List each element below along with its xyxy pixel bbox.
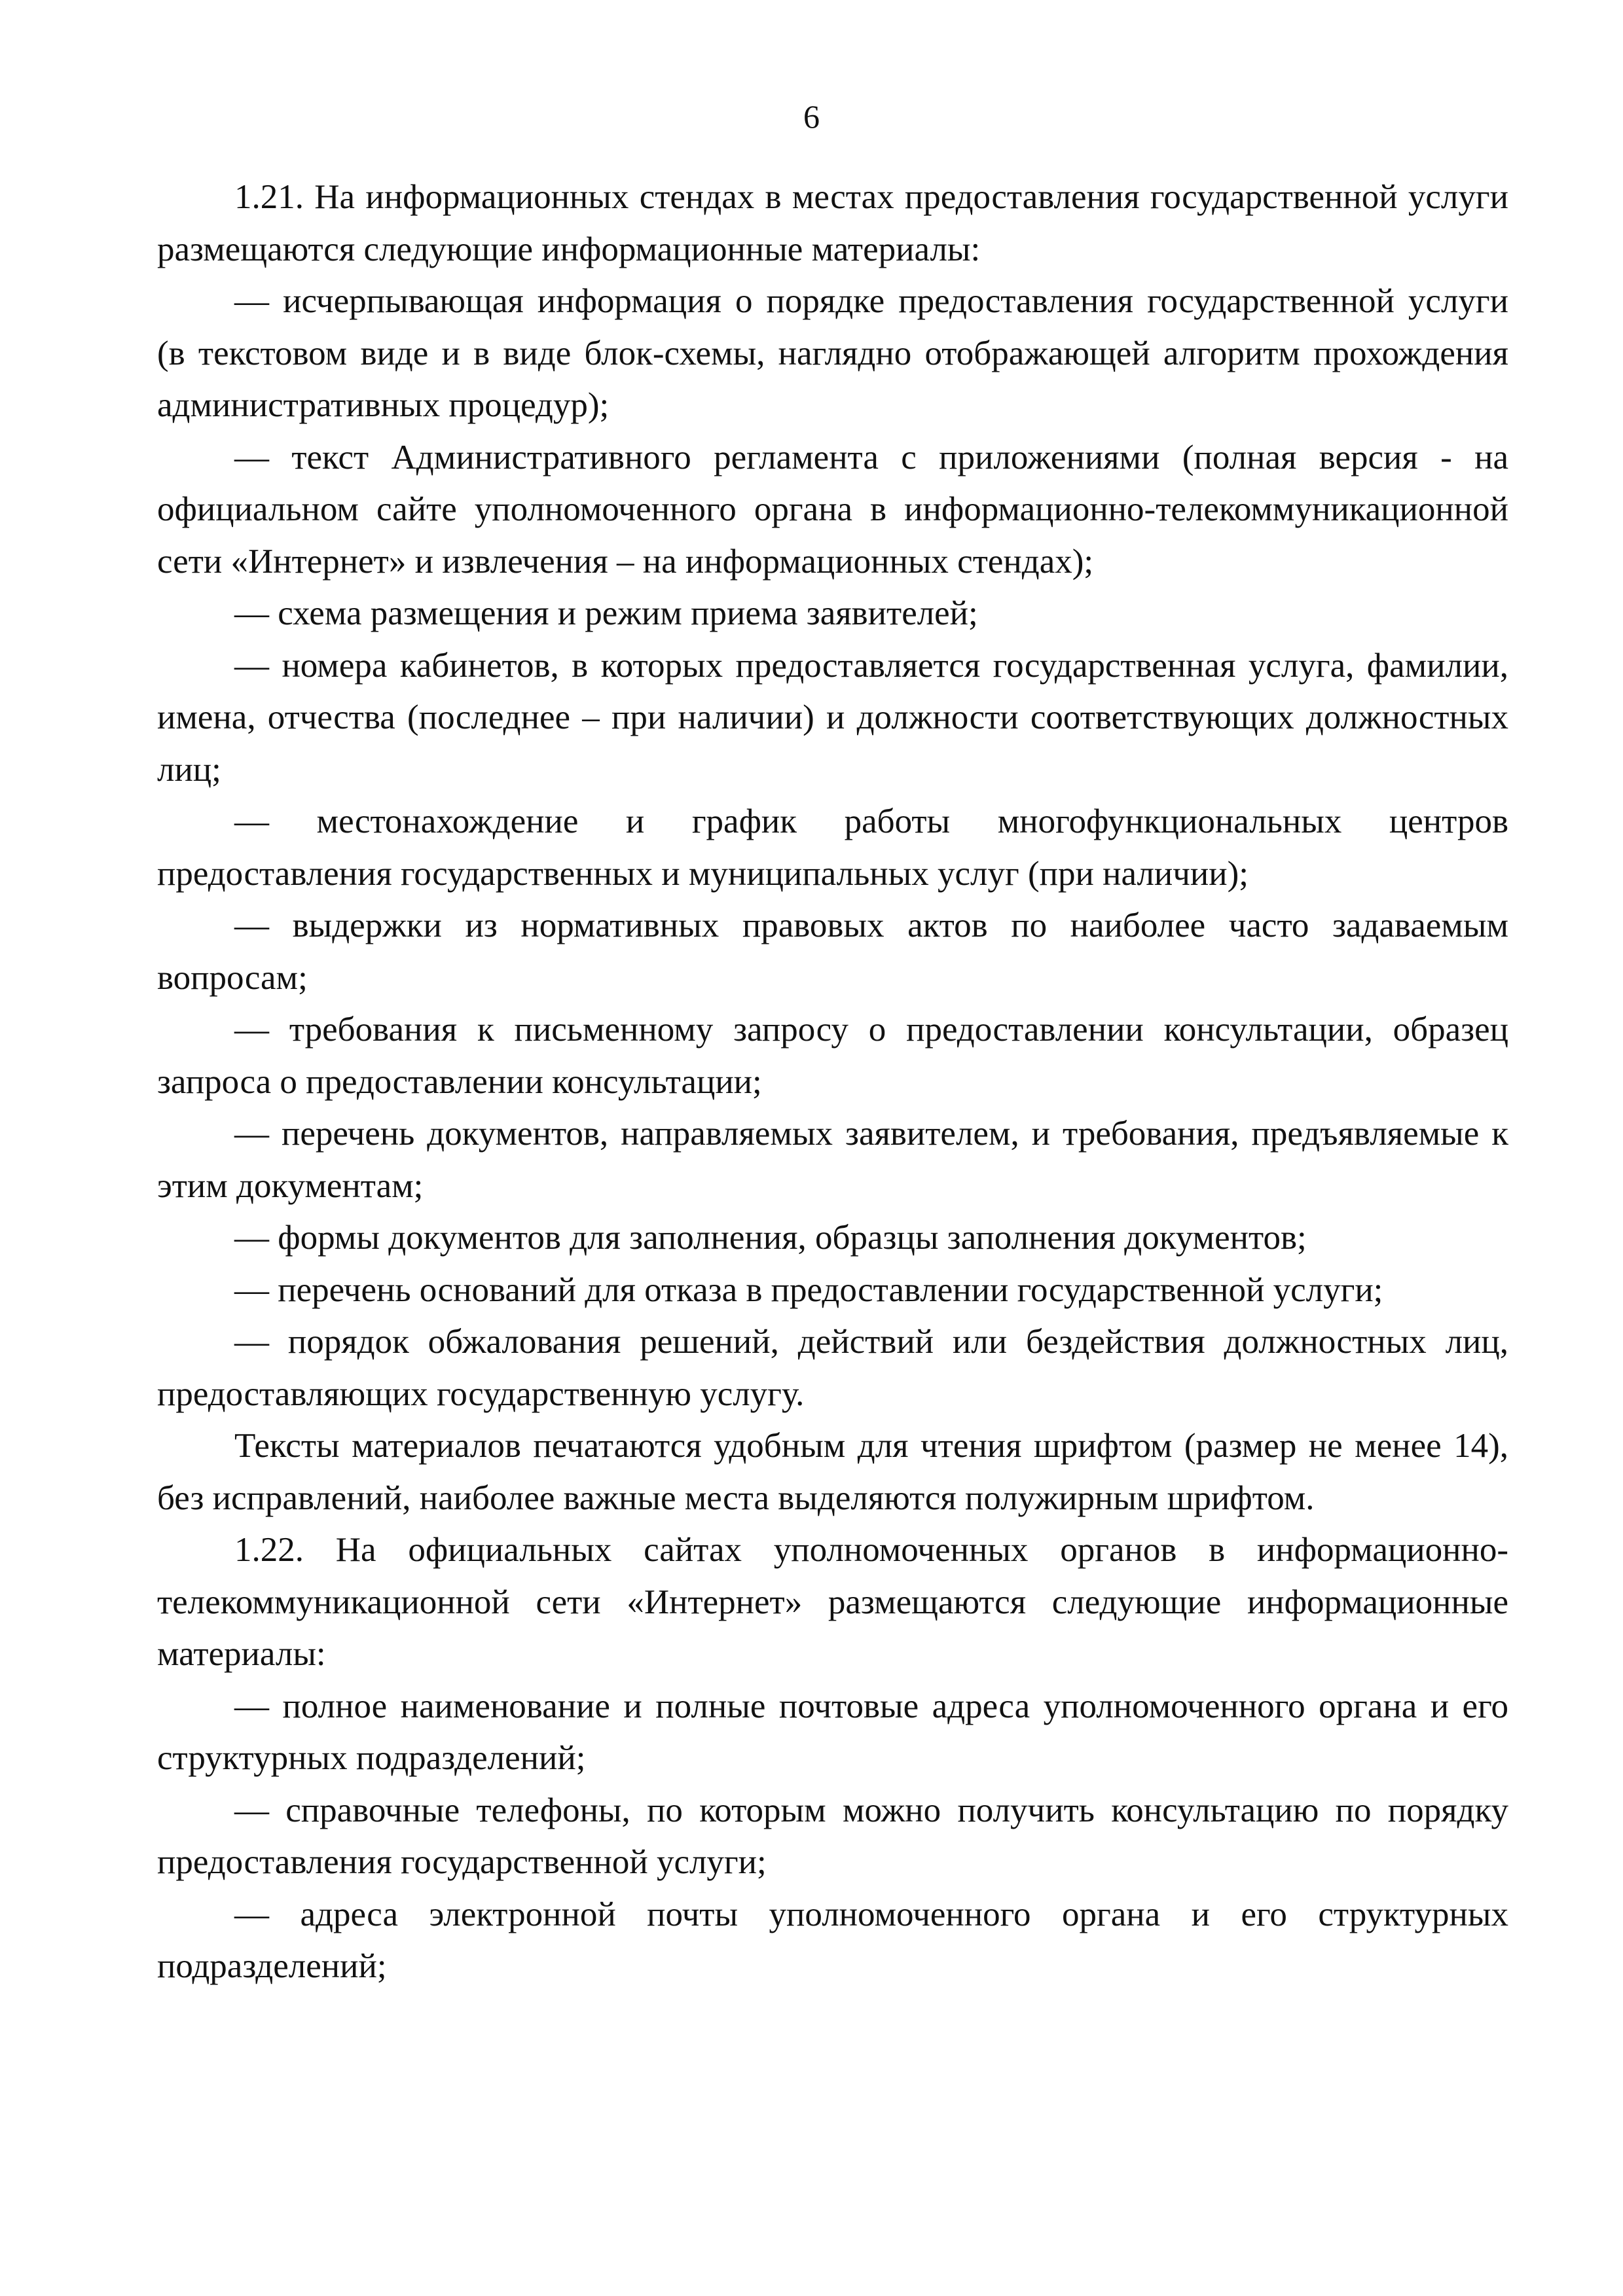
list-item-exhaustive-info: — исчерпывающая информация о порядке предоставления государственной услуги (в текстовом виде и в виде блок-схемы, наглядно отображающей алгоритм прохождения административных процедур); [157, 282, 1508, 424]
list-item-appeal-procedure: — порядок обжалования решений, действий или бездействия должностных лиц, предоставляющих государственную услугу. [157, 1323, 1508, 1413]
document-body [157, 171, 1508, 1993]
list-item-reference-phones: — справочные телефоны, по которым можно получить консультацию по порядку предоставления государственной услуги; [157, 1791, 1508, 1881]
list-item-regulation-text: — текст Административного регламента с приложениями (полная версия - на официальном сайте уполномоченного органа в информационно-телекоммуникационной сети «Интернет» и извлечения – на информационных стендах); [157, 438, 1508, 581]
list-item-office-numbers: — номера кабинетов, в которых предоставляется государственная услуга, фамилии, имена, отчества (последнее – при наличии) и должности соответствующих должностных лиц; [157, 646, 1508, 789]
paragraph-text-materials: Тексты материалов печатаются удобным для чтения шрифтом (размер не менее 14), без исправлений, наиболее важные места выделяются полужирным шрифтом. [157, 1427, 1508, 1517]
list-item-document-forms: — формы документов для заполнения, образцы заполнения документов; [234, 1219, 1307, 1257]
list-item-legal-extracts: — выдержки из нормативных правовых актов по наиболее часто задаваемым вопросам; [157, 906, 1508, 997]
list-item-placement-scheme: — схема размещения и режим приема заявителей; [234, 594, 978, 632]
list-item-full-name-addresses: — полное наименование и полные почтовые адреса уполномоченного органа и его структурных подразделений; [157, 1687, 1508, 1777]
list-item-refusal-grounds: — перечень оснований для отказа в предоставлении государственной услуги; [234, 1270, 1383, 1309]
page-number: 6 [803, 98, 820, 135]
list-item-request-requirements: — требования к письменному запросу о предоставлении консультации, образец запроса о предоставлении консультации; [157, 1011, 1508, 1101]
list-item-email-addresses: — адреса электронной почты уполномоченного органа и его структурных подразделений; [157, 1895, 1508, 1985]
paragraph-1-22-intro: 1.22. На официальных сайтах уполномоченных органов в информационно-телекоммуникационной сети «Интернет» размещаются следующие информационные материалы: [157, 1531, 1508, 1673]
paragraph-1-21-intro: 1.21. На информационных стендах в местах предоставления государственной услуги размещаются следующие информационные материалы: [157, 178, 1508, 268]
list-item-mfc-location: — местонахождение и график работы многофункциональных центров предоставления государственных и муниципальных услуг (при наличии); [157, 802, 1508, 893]
list-item-document-list: — перечень документов, направляемых заявителем, и требования, предъявляемые к этим документам; [157, 1115, 1508, 1205]
